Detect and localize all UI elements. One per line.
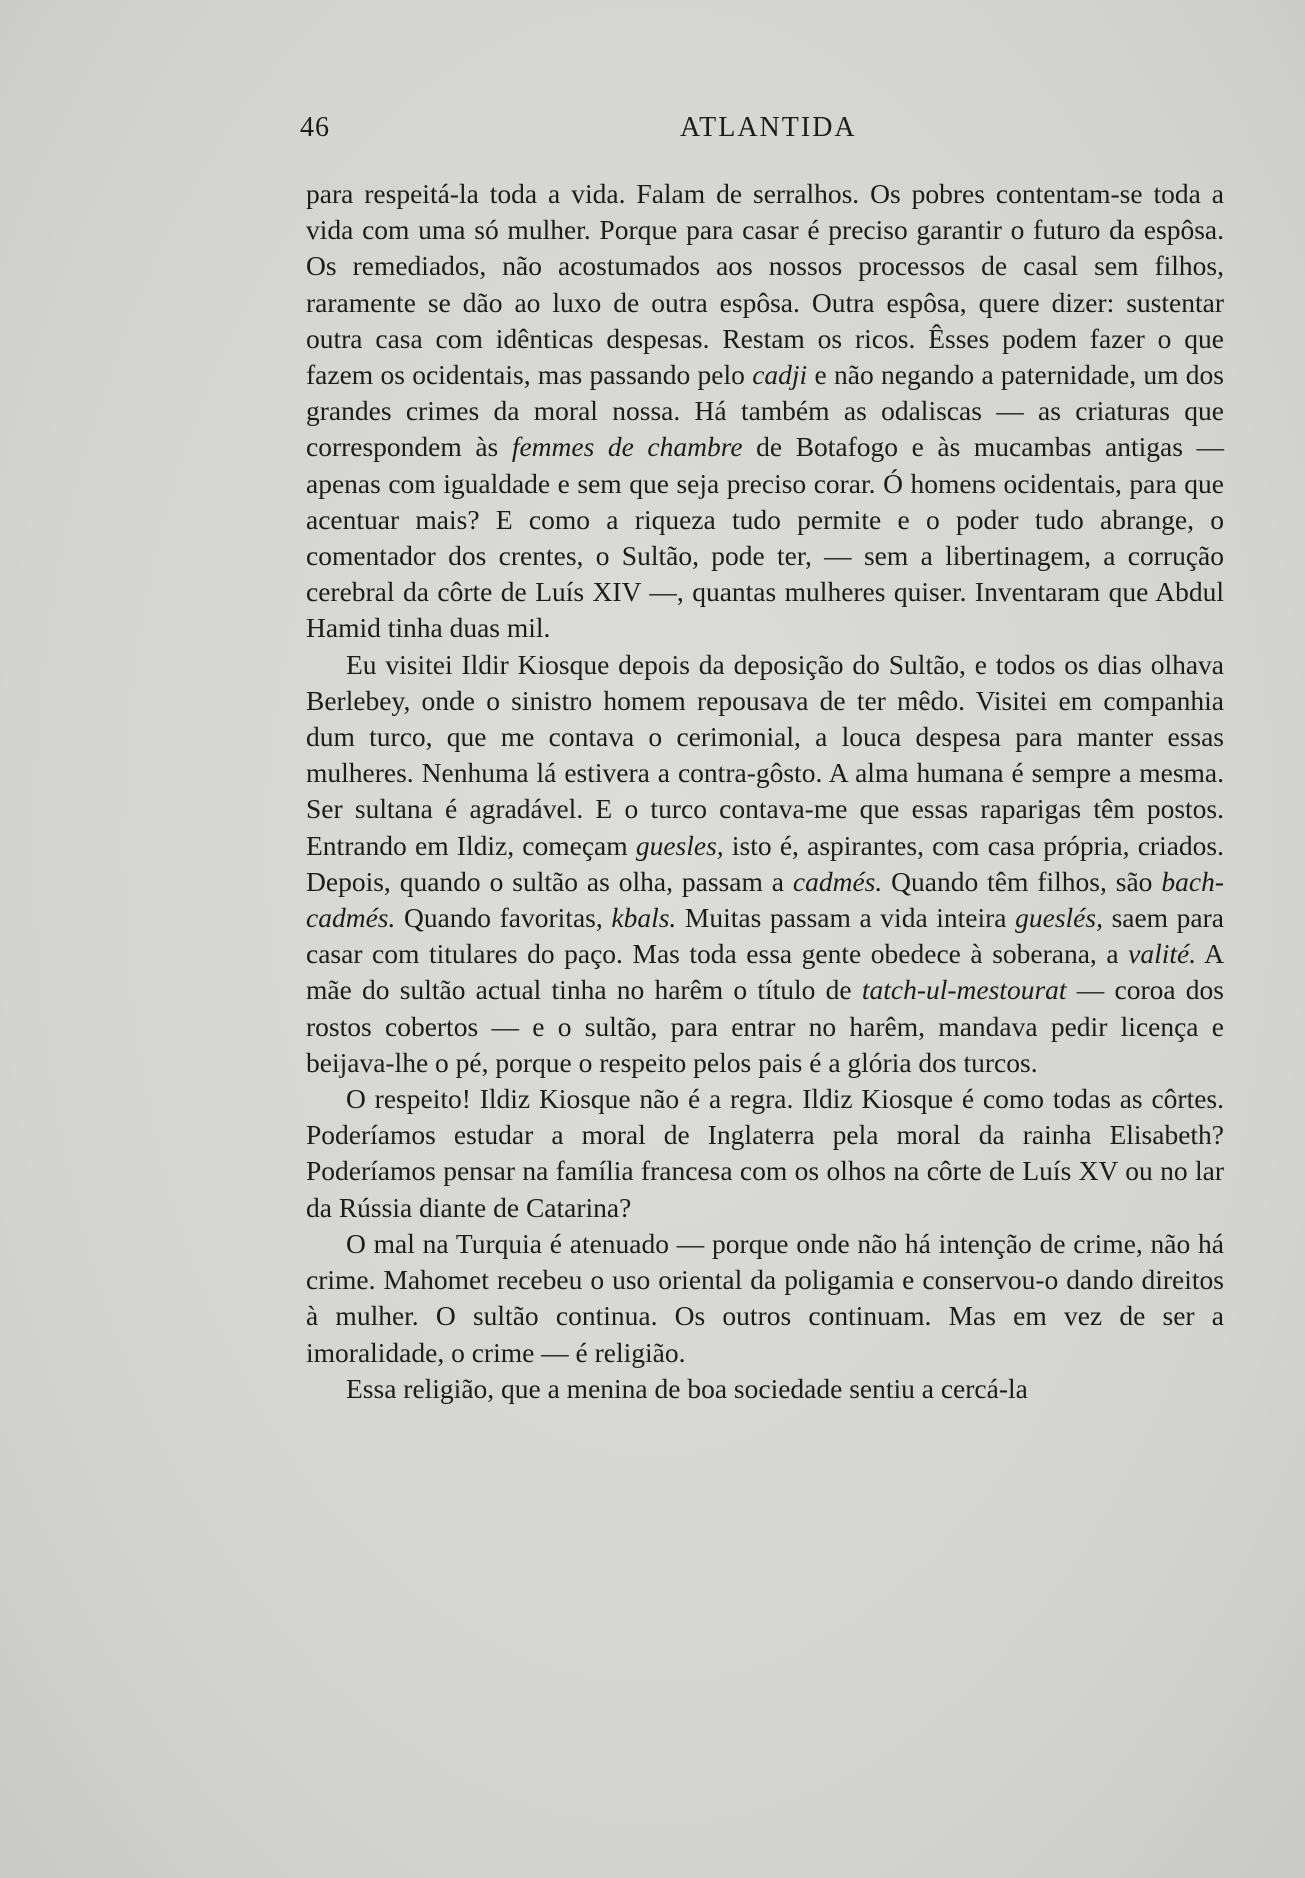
text-run: saem para casar com titulares do paço. Mas toda essa gente obedece à soberana, a	[306, 902, 1225, 970]
italic-term: cadji	[752, 359, 808, 391]
italic-term: cadmés.	[792, 865, 883, 897]
text-run: Muitas passam a vida inteira	[676, 902, 1016, 934]
text-run: Eu visitei Ildir Kiosque depois da deposição do Sultão, e todos os dias olhava Berlebey, onde o sinistro homem repousava de ter mêdo. Visitei em companhia dum turco, que me contava o cerimonial, a louca despesa para manter essas mulheres. Nenhuma lá estivera a contra-gôsto. A alma humana é sempre a mesma. Ser sultana é agradável. E o turco contava-me que essas raparigas têm postos. Entrando em Ildiz, começam	[306, 648, 1224, 861]
text-run: O respeito! Ildiz Kiosque não é a regra. Ildiz Kiosque é como todas as côrtes. Poderíamos estudar a moral de Inglaterra pela moral da rainha Elisabeth? Poderíamos pensar na família francesa com os olhos na côrte de Luís XV ou no lar da Rússia diante de Catarina?	[306, 1083, 1224, 1223]
running-title: ATLANTIDA	[680, 112, 857, 143]
italic-term: femmes de chambre	[511, 431, 743, 463]
paragraph	[306, 647, 1224, 1081]
text-run: O mal na Turquia é atenuado — porque onde não há intenção de crime, não há crime. Mahomet recebeu o uso oriental da poligamia e conservou-o dando direitos à mulher. O sultão continua. Os outros continuam. Mas em vez de ser a imoralidade, o crime — é religião.	[306, 1227, 1224, 1368]
text-run: Quando favoritas,	[395, 902, 612, 934]
text-run: A mãe do sultão actual tinha no harêm o título de	[306, 938, 1224, 1006]
paragraph	[306, 1081, 1224, 1226]
text-run: e não negando a paternidade, um dos grandes crimes da moral nossa. Há também as odaliscas — as criaturas que correspondem às	[306, 359, 1224, 463]
italic-term: valité.	[1128, 938, 1197, 970]
italic-term: guesles,	[635, 829, 724, 861]
text-run: Essa religião, que a menina de boa sociedade sentiu a cercá-la	[346, 1372, 1028, 1404]
body-text	[306, 176, 1224, 1407]
italic-term: gueslés,	[1015, 902, 1103, 934]
paragraph	[306, 176, 1224, 647]
text-run: de Botafogo e às mucambas antigas — apenas com igualdade e sem que seja preciso corar. Ó homens ocidentais, para que acentuar mais? E como a riqueza tudo permite e o poder tudo abrange, o comentador dos crentes, o Sultão, pode ter, — sem a libertinagem, a corrução cerebral da côrte de Luís XIV —, quantas mulheres quiser. Inventaram que Abdul Hamid tinha duas mil.	[306, 431, 1224, 644]
page-number: 46	[300, 112, 330, 143]
italic-term: bach-cadmés.	[306, 865, 1224, 934]
text-run: para respeitá-la toda a vida. Falam de serralhos. Os pobres contentam-se toda a vida com uma só mulher. Porque para casar é preciso garantir o futuro da espôsa. Os remediados, não acostumados aos nossos processos de casal sem filhos, raramente se dão ao luxo de outra espôsa. Outra espôsa, quere dizer: sustentar outra casa com idênticas despesas. Restam os ricos. Êsses podem fazer o que fazem os ocidentais, mas passando pelo	[306, 178, 1224, 391]
paragraph	[306, 1226, 1224, 1371]
text-run: Quando têm filhos, são	[882, 865, 1162, 897]
paragraph	[306, 1371, 1224, 1407]
italic-term: tatch-ul-mestourat	[861, 974, 1067, 1006]
text-run: — coroa dos rostos cobertos — e o sultão, para entrar no harêm, mandava pedir licença e beijava-lhe o pé, porque o respeito pelos pais é a glória dos turcos.	[306, 974, 1224, 1078]
running-head	[300, 112, 1230, 152]
text-run: isto é, aspirantes, com casa própria, criados. Depois, quando o sultão as olha, passam a	[306, 829, 1224, 897]
italic-term: kbals.	[611, 902, 677, 934]
